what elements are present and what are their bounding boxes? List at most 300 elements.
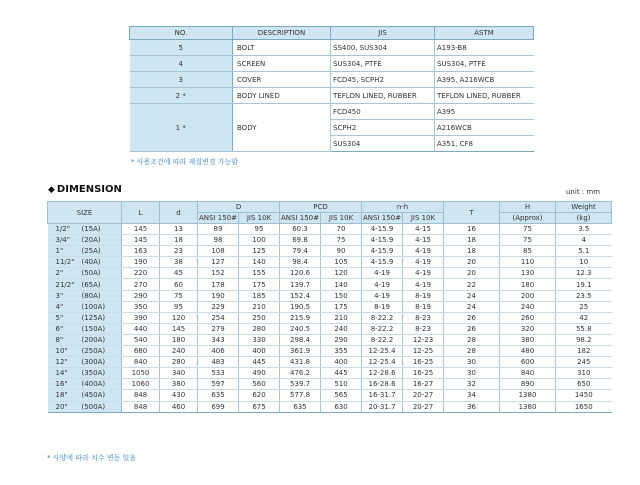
cell-h: 240 bbox=[500, 301, 556, 312]
dimension-row bbox=[48, 346, 612, 357]
part-no: 4 bbox=[130, 56, 233, 72]
size-cell bbox=[48, 301, 122, 312]
cell-pcd-jis: 240 bbox=[321, 323, 362, 334]
cell-nh-jis: 8-23 bbox=[403, 312, 444, 323]
cell-nh-ansi: 8-22.2 bbox=[362, 334, 403, 345]
size-inch: 3" bbox=[55, 291, 64, 300]
cell-d-small: 240 bbox=[160, 346, 198, 357]
header-nh-ansi: ANSI 150# bbox=[363, 214, 401, 222]
cell-d-ansi: 279 bbox=[198, 323, 239, 334]
cell-nh-ansi: 4-15.9 bbox=[362, 235, 403, 246]
size-inch: 14" bbox=[55, 369, 68, 378]
part-no: 3 bbox=[130, 72, 233, 88]
part-astm: A395, A216WCB bbox=[435, 72, 534, 88]
cell-d-ansi: 699 bbox=[198, 401, 239, 412]
cell-weight: 310 bbox=[556, 368, 612, 379]
size-cell bbox=[48, 368, 122, 379]
dimension-row bbox=[48, 235, 612, 246]
cell-pcd-ansi: 79.4 bbox=[280, 246, 321, 257]
cell-d-small: 280 bbox=[160, 357, 198, 368]
part-no: 2 * bbox=[130, 88, 233, 104]
cell-h: 1380 bbox=[500, 401, 556, 412]
cell-nh-ansi: 4-19 bbox=[362, 290, 403, 301]
cell-weight: 12.3 bbox=[556, 268, 612, 279]
cell-l: 390 bbox=[122, 312, 160, 323]
size-nominal: (20A) bbox=[81, 236, 101, 245]
cell-d-jis: 560 bbox=[239, 379, 280, 390]
cell-d-small: 340 bbox=[160, 368, 198, 379]
cell-h: 200 bbox=[500, 290, 556, 301]
cell-pcd-ansi: 361.9 bbox=[280, 346, 321, 357]
cell-nh-jis: 12-25 bbox=[403, 346, 444, 357]
cell-l: 270 bbox=[122, 279, 160, 290]
header-h: H bbox=[500, 202, 556, 213]
cell-d-small: 120 bbox=[160, 312, 198, 323]
parts-table bbox=[129, 26, 534, 152]
cell-pcd-jis: 400 bbox=[321, 357, 362, 368]
part-astm: A193-B8 bbox=[435, 40, 534, 56]
cell-d-ansi: 190 bbox=[198, 290, 239, 301]
parts-header-row bbox=[130, 27, 534, 40]
cell-h: 75 bbox=[500, 224, 556, 235]
part-description: BODY bbox=[233, 104, 331, 152]
diamond-icon: ◆ bbox=[48, 185, 55, 195]
size-inch: 3/4" bbox=[55, 236, 70, 245]
cell-t: 36 bbox=[444, 401, 500, 412]
cell-d-small: 13 bbox=[160, 224, 198, 235]
cell-weight: 182 bbox=[556, 346, 612, 357]
size-inch: 2" bbox=[55, 269, 64, 278]
size-inch: 16" bbox=[55, 380, 68, 389]
header-h-approx: (Approx) bbox=[500, 213, 556, 224]
cell-d-jis: 125 bbox=[239, 246, 280, 257]
cell-pcd-ansi: 139.7 bbox=[280, 279, 321, 290]
dimension-row bbox=[48, 368, 612, 379]
header-nh-jis: JIS 10K bbox=[403, 213, 444, 224]
cell-pcd-ansi: 635 bbox=[280, 401, 321, 412]
cell-h: 110 bbox=[500, 257, 556, 268]
cell-nh-ansi: 8-22.2 bbox=[362, 312, 403, 323]
size-nominal: (80A) bbox=[81, 291, 101, 300]
cell-pcd-ansi: 431.8 bbox=[280, 357, 321, 368]
cell-d-jis: 210 bbox=[239, 301, 280, 312]
size-cell bbox=[48, 279, 122, 290]
size-nominal: (25A) bbox=[81, 247, 101, 256]
part-astm: A395 bbox=[435, 104, 534, 120]
parts-row bbox=[130, 56, 534, 72]
cell-d-jis: 490 bbox=[239, 368, 280, 379]
cell-h: 130 bbox=[500, 268, 556, 279]
size-inch: 1/2" bbox=[55, 225, 70, 234]
dimension-row bbox=[48, 312, 612, 323]
cell-pcd-jis: 120 bbox=[321, 268, 362, 279]
size-nominal: (40A) bbox=[81, 258, 101, 267]
cell-nh-ansi: 16-28.6 bbox=[362, 379, 403, 390]
cell-t: 28 bbox=[444, 334, 500, 345]
cell-pcd-ansi: 120.6 bbox=[280, 268, 321, 279]
cell-d-small: 60 bbox=[160, 279, 198, 290]
parts-row bbox=[130, 88, 534, 104]
cell-nh-ansi: 4-15.9 bbox=[362, 246, 403, 257]
dimension-row bbox=[48, 246, 612, 257]
part-jis: SS400, SUS304 bbox=[331, 40, 435, 56]
cell-pcd-jis: 445 bbox=[321, 368, 362, 379]
cell-d-jis: 280 bbox=[239, 323, 280, 334]
cell-nh-ansi: 12-25.4 bbox=[362, 346, 403, 357]
header-t: T bbox=[444, 202, 500, 224]
size-nominal: (65A) bbox=[81, 280, 101, 289]
cell-d-small: 380 bbox=[160, 379, 198, 390]
cell-nh-jis: 4-19 bbox=[403, 268, 444, 279]
cell-nh-jis: 4-19 bbox=[403, 246, 444, 257]
size-nominal: (150A) bbox=[81, 324, 106, 333]
dimension-table bbox=[47, 201, 612, 413]
cell-pcd-jis: 510 bbox=[321, 379, 362, 390]
dimension-row bbox=[48, 357, 612, 368]
size-cell bbox=[48, 323, 122, 334]
header-d-ansi: ANSI 150# bbox=[199, 214, 237, 222]
cell-weight: 1650 bbox=[556, 401, 612, 412]
size-nominal: (50A) bbox=[81, 269, 101, 278]
cell-d-ansi: 152 bbox=[198, 268, 239, 279]
cell-weight: 650 bbox=[556, 379, 612, 390]
cell-pcd-jis: 150 bbox=[321, 290, 362, 301]
cell-h: 890 bbox=[500, 379, 556, 390]
cell-weight: 4 bbox=[556, 235, 612, 246]
cell-d-small: 23 bbox=[160, 246, 198, 257]
size-inch: 4" bbox=[55, 302, 64, 311]
cell-nh-jis: 4-15 bbox=[403, 224, 444, 235]
cell-l: 145 bbox=[122, 224, 160, 235]
size-nominal: (250A) bbox=[81, 347, 106, 356]
cell-pcd-ansi: 69.8 bbox=[280, 235, 321, 246]
cell-d-small: 18 bbox=[160, 235, 198, 246]
cell-nh-ansi: 16-31.7 bbox=[362, 390, 403, 401]
cell-l: 440 bbox=[122, 323, 160, 334]
cell-nh-jis: 16-27 bbox=[403, 379, 444, 390]
cell-d-ansi: 98 bbox=[198, 235, 239, 246]
cell-d-small: 430 bbox=[160, 390, 198, 401]
cell-nh-jis: 12-23 bbox=[403, 334, 444, 345]
cell-t: 32 bbox=[444, 379, 500, 390]
cell-d-ansi: 89 bbox=[198, 224, 239, 235]
cell-t: 30 bbox=[444, 368, 500, 379]
cell-nh-ansi: 8-19 bbox=[362, 301, 403, 312]
size-nominal: (500A) bbox=[81, 402, 106, 411]
cell-d-ansi: 127 bbox=[198, 257, 239, 268]
cell-d-jis: 250 bbox=[239, 312, 280, 323]
cell-l: 840 bbox=[122, 357, 160, 368]
size-inch: 18" bbox=[55, 391, 68, 400]
dimension-row bbox=[48, 257, 612, 268]
cell-d-jis: 620 bbox=[239, 390, 280, 401]
cell-h: 180 bbox=[500, 279, 556, 290]
size-cell bbox=[48, 224, 122, 235]
cell-pcd-ansi: 60.3 bbox=[280, 224, 321, 235]
size-inch: 12" bbox=[55, 358, 68, 367]
cell-d-ansi: 178 bbox=[198, 279, 239, 290]
cell-d-ansi: 229 bbox=[198, 301, 239, 312]
size-nominal: (400A) bbox=[81, 380, 106, 389]
size-inch: 21/2" bbox=[55, 280, 75, 289]
part-jis: FCD45, SCPH2 bbox=[331, 72, 435, 88]
cell-d-jis: 445 bbox=[239, 357, 280, 368]
dimension-note: * 사양에 따라 치수 변동 있음 bbox=[47, 454, 137, 462]
part-description: SCREEN bbox=[233, 56, 331, 72]
cell-weight: 19.1 bbox=[556, 279, 612, 290]
size-inch: 1" bbox=[55, 247, 64, 256]
header-d-jis: JIS 10K bbox=[239, 213, 280, 224]
cell-pcd-jis: 70 bbox=[321, 224, 362, 235]
cell-l: 163 bbox=[122, 246, 160, 257]
cell-t: 20 bbox=[444, 268, 500, 279]
part-description: BODY LINED bbox=[233, 88, 331, 104]
cell-d-jis: 185 bbox=[239, 290, 280, 301]
cell-l: 1050 bbox=[122, 368, 160, 379]
size-nominal: (450A) bbox=[81, 391, 106, 400]
cell-t: 16 bbox=[444, 224, 500, 235]
parts-row bbox=[130, 72, 534, 88]
cell-l: 220 bbox=[122, 268, 160, 279]
part-astm: A351, CF8 bbox=[435, 136, 534, 152]
cell-l: 680 bbox=[122, 346, 160, 357]
cell-t: 30 bbox=[444, 357, 500, 368]
part-jis: SCPH2 bbox=[331, 120, 435, 136]
header-astm: ASTM bbox=[435, 27, 534, 40]
cell-nh-jis: 8-19 bbox=[403, 301, 444, 312]
cell-d-small: 38 bbox=[160, 257, 198, 268]
cell-d-jis: 400 bbox=[239, 346, 280, 357]
cell-nh-jis: 16-25 bbox=[403, 368, 444, 379]
cell-pcd-jis: 355 bbox=[321, 346, 362, 357]
cell-d-jis: 95 bbox=[239, 224, 280, 235]
dimension-row bbox=[48, 323, 612, 334]
cell-d-ansi: 406 bbox=[198, 346, 239, 357]
part-no: 5 bbox=[130, 40, 233, 56]
cell-t: 18 bbox=[444, 235, 500, 246]
dimension-header-row-1 bbox=[48, 202, 612, 213]
header-pcd-ansi: ANSI 150# bbox=[281, 214, 319, 222]
cell-d-ansi: 635 bbox=[198, 390, 239, 401]
cell-t: 20 bbox=[444, 257, 500, 268]
cell-d-small: 460 bbox=[160, 401, 198, 412]
cell-pcd-ansi: 240.5 bbox=[280, 323, 321, 334]
part-astm: A216WCB bbox=[435, 120, 534, 136]
part-no: 1 * bbox=[130, 104, 233, 152]
size-inch: 10" bbox=[55, 347, 68, 356]
part-jis: SUS304 bbox=[331, 136, 435, 152]
size-nominal: (125A) bbox=[81, 313, 106, 322]
size-nominal: (100A) bbox=[81, 302, 106, 311]
cell-t: 26 bbox=[444, 312, 500, 323]
cell-d-jis: 140 bbox=[239, 257, 280, 268]
header-pcd-jis: JIS 10K bbox=[321, 213, 362, 224]
size-inch: 6" bbox=[55, 324, 64, 333]
cell-nh-ansi: 12-25.4 bbox=[362, 357, 403, 368]
cell-d-small: 95 bbox=[160, 301, 198, 312]
dimension-row bbox=[48, 401, 612, 412]
cell-t: 26 bbox=[444, 323, 500, 334]
cell-nh-jis: 8-19 bbox=[403, 290, 444, 301]
cell-l: 848 bbox=[122, 390, 160, 401]
dimension-row bbox=[48, 379, 612, 390]
header-weight: Weight bbox=[556, 202, 612, 213]
cell-h: 480 bbox=[500, 346, 556, 357]
cell-pcd-ansi: 298.4 bbox=[280, 334, 321, 345]
cell-d-small: 180 bbox=[160, 334, 198, 345]
cell-weight: 23.5 bbox=[556, 290, 612, 301]
cell-weight: 25 bbox=[556, 301, 612, 312]
cell-d-ansi: 597 bbox=[198, 379, 239, 390]
dimension-row bbox=[48, 268, 612, 279]
size-cell bbox=[48, 268, 122, 279]
cell-d-ansi: 343 bbox=[198, 334, 239, 345]
dimension-row bbox=[48, 334, 612, 345]
header-l: L bbox=[122, 202, 160, 224]
cell-d-ansi: 533 bbox=[198, 368, 239, 379]
cell-d-ansi: 483 bbox=[198, 357, 239, 368]
cell-nh-ansi: 4-15.9 bbox=[362, 224, 403, 235]
cell-pcd-jis: 630 bbox=[321, 401, 362, 412]
size-inch: 8" bbox=[55, 335, 64, 344]
cell-pcd-ansi: 98.4 bbox=[280, 257, 321, 268]
cell-d-small: 45 bbox=[160, 268, 198, 279]
cell-weight: 245 bbox=[556, 357, 612, 368]
cell-h: 840 bbox=[500, 368, 556, 379]
cell-l: 350 bbox=[122, 301, 160, 312]
cell-weight: 1450 bbox=[556, 390, 612, 401]
cell-d-small: 145 bbox=[160, 323, 198, 334]
dimension-row bbox=[48, 301, 612, 312]
cell-l: 540 bbox=[122, 334, 160, 345]
size-cell bbox=[48, 257, 122, 268]
cell-pcd-jis: 565 bbox=[321, 390, 362, 401]
cell-nh-jis: 16-25 bbox=[403, 357, 444, 368]
cell-pcd-jis: 175 bbox=[321, 301, 362, 312]
cell-nh-jis: 20-27 bbox=[403, 390, 444, 401]
dimension-title-text: DIMENSION bbox=[56, 184, 122, 195]
size-cell bbox=[48, 346, 122, 357]
size-inch: 5" bbox=[55, 313, 64, 322]
header-no: NO. bbox=[130, 27, 233, 40]
cell-t: 24 bbox=[444, 290, 500, 301]
header-size: SIZE bbox=[48, 202, 122, 224]
size-nominal: (350A) bbox=[81, 369, 106, 378]
cell-weight: 42 bbox=[556, 312, 612, 323]
cell-h: 600 bbox=[500, 357, 556, 368]
cell-l: 1060 bbox=[122, 379, 160, 390]
cell-h: 85 bbox=[500, 246, 556, 257]
header-description: DESCRIPTION bbox=[233, 27, 331, 40]
header-pcd: PCD bbox=[280, 202, 362, 213]
cell-pcd-ansi: 190.5 bbox=[280, 301, 321, 312]
part-jis: FCD450 bbox=[331, 104, 435, 120]
cell-d-jis: 675 bbox=[239, 401, 280, 412]
cell-nh-ansi: 4-19 bbox=[362, 268, 403, 279]
size-cell bbox=[48, 390, 122, 401]
cell-weight: 98.2 bbox=[556, 334, 612, 345]
cell-pcd-jis: 210 bbox=[321, 312, 362, 323]
cell-t: 18 bbox=[444, 246, 500, 257]
cell-weight: 5.1 bbox=[556, 246, 612, 257]
size-cell bbox=[48, 357, 122, 368]
cell-t: 22 bbox=[444, 279, 500, 290]
cell-h: 320 bbox=[500, 323, 556, 334]
cell-l: 290 bbox=[122, 290, 160, 301]
cell-l: 848 bbox=[122, 401, 160, 412]
cell-t: 24 bbox=[444, 301, 500, 312]
cell-d-jis: 330 bbox=[239, 334, 280, 345]
part-jis: TEFLON LINED, RUBBER bbox=[331, 88, 435, 104]
cell-nh-jis: 4-19 bbox=[403, 279, 444, 290]
cell-h: 75 bbox=[500, 235, 556, 246]
cell-h: 260 bbox=[500, 312, 556, 323]
cell-nh-ansi: 4-15.9 bbox=[362, 257, 403, 268]
part-description: COVER bbox=[233, 72, 331, 88]
part-astm: SUS304, PTFE bbox=[435, 56, 534, 72]
cell-nh-jis: 4-19 bbox=[403, 257, 444, 268]
cell-weight: 10 bbox=[556, 257, 612, 268]
cell-d-ansi: 108 bbox=[198, 246, 239, 257]
size-cell bbox=[48, 235, 122, 246]
cell-pcd-ansi: 152.4 bbox=[280, 290, 321, 301]
cell-weight: 55.8 bbox=[556, 323, 612, 334]
header-jis: JIS bbox=[331, 27, 435, 40]
cell-pcd-jis: 140 bbox=[321, 279, 362, 290]
dimension-title bbox=[48, 184, 122, 195]
cell-weight: 3.5 bbox=[556, 224, 612, 235]
dimension-row bbox=[48, 224, 612, 235]
cell-pcd-ansi: 577.8 bbox=[280, 390, 321, 401]
dimension-row bbox=[48, 279, 612, 290]
cell-l: 190 bbox=[122, 257, 160, 268]
dimension-row bbox=[48, 390, 612, 401]
header-d-small: d bbox=[160, 202, 198, 224]
cell-h: 380 bbox=[500, 334, 556, 345]
cell-nh-ansi: 12-28.6 bbox=[362, 368, 403, 379]
size-nominal: (15A) bbox=[81, 225, 101, 234]
size-cell bbox=[48, 334, 122, 345]
cell-pcd-jis: 90 bbox=[321, 246, 362, 257]
header-d: D bbox=[198, 202, 280, 213]
part-jis: SUS304, PTFE bbox=[331, 56, 435, 72]
cell-h: 1380 bbox=[500, 390, 556, 401]
cell-pcd-ansi: 215.9 bbox=[280, 312, 321, 323]
size-inch: 11/2" bbox=[55, 258, 75, 267]
cell-nh-jis: 8-23 bbox=[403, 323, 444, 334]
cell-d-jis: 175 bbox=[239, 279, 280, 290]
material-note: * 사용조건에 따라 재질변경 가능함 bbox=[131, 158, 239, 166]
cell-nh-jis: 20-27 bbox=[403, 401, 444, 412]
cell-t: 34 bbox=[444, 390, 500, 401]
dimension-row bbox=[48, 290, 612, 301]
cell-pcd-ansi: 539.7 bbox=[280, 379, 321, 390]
size-nominal: (200A) bbox=[81, 335, 106, 344]
size-cell bbox=[48, 290, 122, 301]
cell-t: 28 bbox=[444, 346, 500, 357]
size-cell bbox=[48, 246, 122, 257]
cell-d-jis: 100 bbox=[239, 235, 280, 246]
cell-nh-ansi: 4-19 bbox=[362, 279, 403, 290]
parts-row bbox=[130, 104, 534, 120]
cell-pcd-jis: 75 bbox=[321, 235, 362, 246]
cell-d-small: 75 bbox=[160, 290, 198, 301]
cell-l: 145 bbox=[122, 235, 160, 246]
part-astm: TEFLON LINED, RUBBER bbox=[435, 88, 534, 104]
cell-d-ansi: 254 bbox=[198, 312, 239, 323]
size-cell bbox=[48, 379, 122, 390]
unit-label: unit : mm bbox=[566, 188, 601, 196]
